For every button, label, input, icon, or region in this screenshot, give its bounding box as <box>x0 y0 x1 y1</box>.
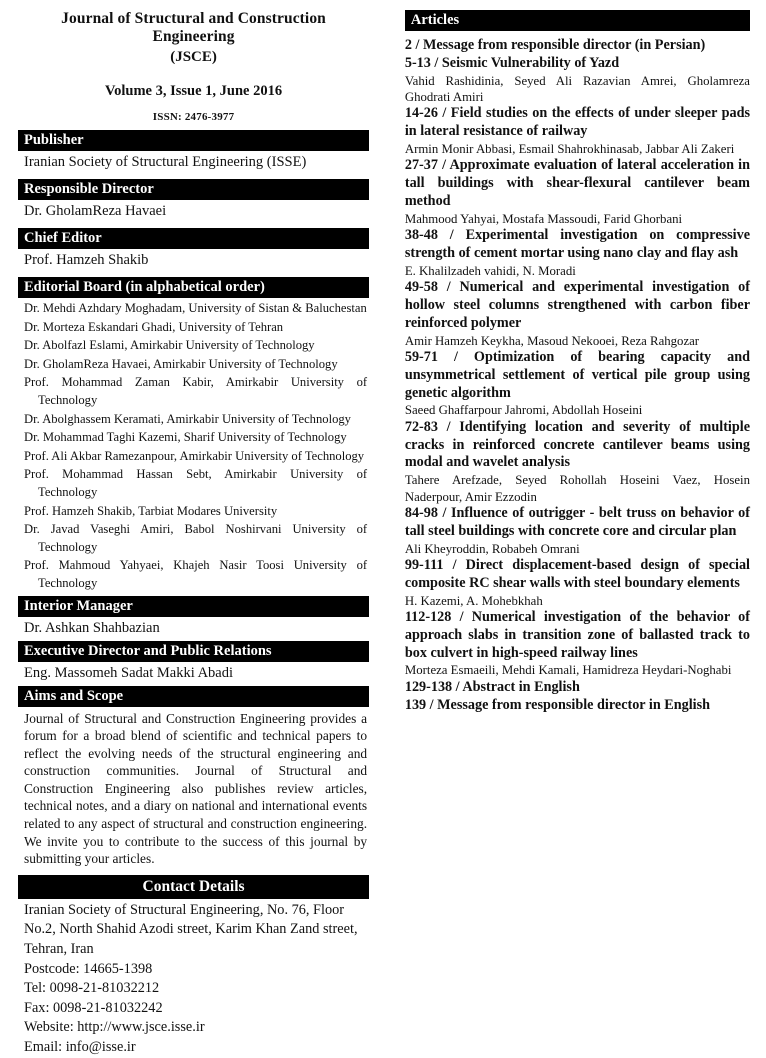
article-authors: H. Kazemi, A. Mohebkhah <box>404 593 543 608</box>
contact-fax: Fax: 0098-21-81032242 <box>24 999 163 1016</box>
article-title: 27-37 / Approximate evaluation of lateral acceleration in tall buildings with shear-flexural cantilever beam method <box>404 157 750 209</box>
section-header-interior-manager: Interior Manager <box>18 596 369 617</box>
article-title: 5-13 / Seismic Vulnerability of Yazd <box>404 54 620 71</box>
editorial-board-list <box>18 298 369 593</box>
list-item <box>405 105 750 157</box>
journal-title-line2: Engineering <box>152 27 235 45</box>
section-header-responsible-director: Responsible Director <box>18 179 369 200</box>
right-column <box>401 6 758 1024</box>
list-item: Dr. Mohammad Taghi Kazemi, Sharif University of Technology <box>24 430 347 445</box>
list-item <box>405 55 750 106</box>
section-header-executive-director: Executive Director and Public Relations <box>18 641 369 662</box>
article-title: 84-98 / Influence of outrigger - belt truss on behavior of tall steel buildings with concrete core and circular plan <box>404 505 750 539</box>
list-item <box>405 609 750 679</box>
section-header-publisher: Publisher <box>18 130 369 151</box>
list-item: Prof. Mohammad Hassan Sebt, Amirkabir University of Technology <box>24 467 368 499</box>
interior-manager-name: Dr. Ashkan Shahbazian <box>24 619 160 636</box>
article-authors: Amir Hamzeh Keykha, Masoud Nekooei, Reza Rahgozar <box>404 333 700 348</box>
publisher-name: Iranian Society of Structural Engineering (ISSE) <box>24 154 307 170</box>
list-item <box>405 697 750 715</box>
list-item <box>405 157 750 227</box>
list-item: Dr. Mehdi Azhdary Moghadam, University of Sistan & Baluchestan <box>24 301 367 315</box>
article-title: 59-71 / Optimization of bearing capacity and unsymmetrical settlement of vertical pile group using genetic algorithm <box>404 349 750 401</box>
responsible-director-name: Dr. GholamReza Havaei <box>24 203 167 219</box>
list-item <box>405 227 750 279</box>
article-title: 2 / Message from responsible director (in Persian) <box>404 37 706 53</box>
list-item <box>405 37 750 55</box>
contact-website[interactable]: Website: http://www.jsce.isse.ir <box>24 1019 205 1036</box>
aims-and-scope-text: Journal of Structural and Construction Engineering provides a forum for a broad blend of scientific and technical papers to reflect the evolving needs of the structural engineering and construction communities. Journal of Structural and Construction Engineering also publishes review articles, technical notes, and a diary on national and international events related to any aspect of structural and construction engineering. We invite you to contribute to the success of this journal by submitting your articles. <box>24 710 368 867</box>
list-item: Dr. GholamReza Havaei, Amirkabir University of Technology <box>24 356 338 371</box>
list-item <box>405 419 750 505</box>
article-authors: E. Khalilzadeh vahidi, N. Moradi <box>404 263 576 278</box>
section-header-aims-and-scope: Aims and Scope <box>18 686 369 707</box>
list-item: Dr. Abolfazl Eslami, Amirkabir University of Technology <box>24 338 315 353</box>
list-item: Dr. Morteza Eskandari Ghadi, University of Tehran <box>24 319 284 334</box>
section-header-editorial-board: Editorial Board (in alphabetical order) <box>18 277 369 298</box>
article-authors: Mahmood Yahyai, Mostafa Massoudi, Farid Ghorbani <box>404 211 683 226</box>
article-authors: Tahere Arefzade, Seyed Rohollah Hoseini Vaez, Hosein Naderpour, Amir Ezzodin <box>404 473 750 504</box>
list-item <box>405 505 750 557</box>
article-title: 38-48 / Experimental investigation on compressive strength of cement mortar using nano clay and flay ash <box>404 227 750 261</box>
article-title: 49-58 / Numerical and experimental investigation of hollow steel columns strengthened with carbon fiber reinforced polymer <box>404 279 750 331</box>
contact-tel: Tel: 0098-21-81032212 <box>24 980 160 997</box>
article-title: 112-128 / Numerical investigation of the behavior of approach slabs in transition zone of ballasted track to box culvert in high-speed railway lines <box>404 609 750 661</box>
list-item: Prof. Hamzeh Shakib, Tarbiat Modares University <box>24 503 278 518</box>
list-item: Dr. Javad Vaseghi Amiri, Babol Noshirvani University of Technology <box>24 522 368 554</box>
article-title: 129-138 / Abstract in English <box>404 678 580 695</box>
executive-director-name: Eng. Massomeh Sadat Makki Abadi <box>24 664 234 681</box>
journal-title-line1: Journal of Structural and Construction <box>61 10 326 27</box>
list-item: Prof. Mohammad Zaman Kabir, Amirkabir University of Technology <box>24 375 368 407</box>
article-title: 99-111 / Direct displacement-based design of special composite RC shear walls with steel boundary elements <box>404 557 750 591</box>
contact-details-list <box>18 899 369 1058</box>
list-item: Dr. Abolghassem Keramati, Amirkabir University of Technology <box>24 411 351 426</box>
article-authors: Saeed Ghaffarpour Jahromi, Abdollah Hoseini <box>404 403 643 418</box>
section-header-contact-details: Contact Details <box>18 875 369 899</box>
article-title: 139 / Message from responsible director in English <box>404 696 711 713</box>
list-item <box>405 349 750 419</box>
article-authors: Vahid Rashidinia, Seyed Ali Razavian Amrei, Gholamreza Ghodrati Amiri <box>404 73 750 104</box>
issn: ISSN: 2476-3977 <box>152 111 235 123</box>
journal-abbreviation: (JSCE) <box>170 49 217 65</box>
column-gutter <box>379 6 401 1024</box>
section-header-articles: Articles <box>405 10 750 31</box>
left-column <box>8 6 379 1055</box>
contact-email[interactable]: Email: info@isse.ir <box>24 1039 136 1055</box>
articles-list <box>405 31 750 714</box>
article-title: 72-83 / Identifying location and severity of multiple cracks in reinforced concrete cantilever beams using modal and wavelet analysis <box>404 418 750 471</box>
volume-issue-date: Volume 3, Issue 1, June 2016 <box>104 83 283 99</box>
article-authors: Morteza Esmaeili, Mehdi Kamali, Hamidreza Heydari-Noghabi <box>404 663 732 678</box>
journal-title <box>18 10 369 45</box>
list-item <box>405 679 750 697</box>
article-title: 14-26 / Field studies on the effects of under sleeper pads in lateral resistance of railway <box>404 105 750 140</box>
list-item <box>405 557 750 609</box>
list-item: Prof. Ali Akbar Ramezanpour, Amirkabir University of Technology <box>24 448 365 463</box>
list-item: Prof. Mahmoud Yahyaei, Khajeh Nasir Toosi University of Technology <box>24 558 368 590</box>
contact-address: Iranian Society of Structural Engineering, No. 76, Floor No.2, North Shahid Azodi street, Karim Khan Zand street, Tehran, Iran <box>24 901 358 958</box>
contact-postcode: Postcode: 14665-1398 <box>24 960 153 977</box>
list-item <box>405 279 750 349</box>
article-authors: Ali Kheyroddin, Robabeh Omrani <box>404 541 580 556</box>
masthead <box>18 6 369 123</box>
article-authors: Armin Monir Abbasi, Esmail Shahrokhinasab, Jabbar Ali Zakeri <box>404 142 735 156</box>
section-header-chief-editor: Chief Editor <box>18 228 369 249</box>
chief-editor-name: Prof. Hamzeh Shakib <box>24 252 149 268</box>
